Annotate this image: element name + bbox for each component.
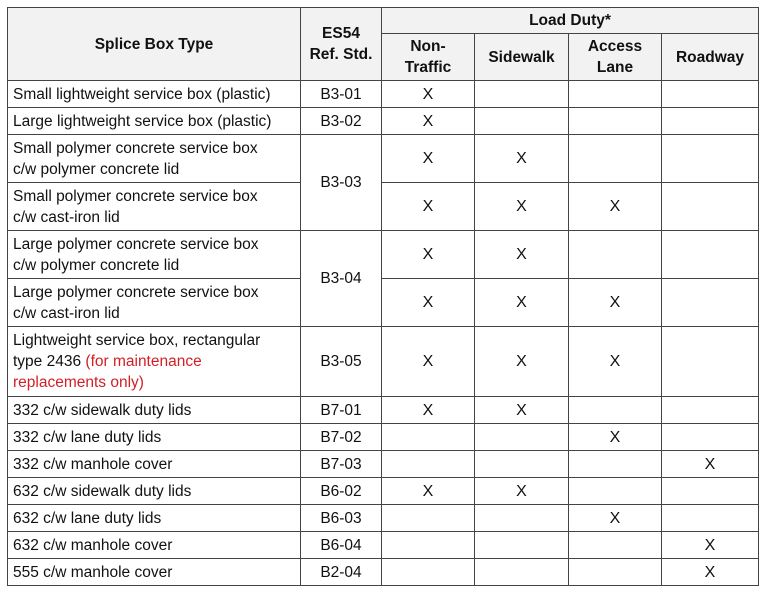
cell-non-traffic: X: [382, 397, 475, 424]
header-access-lane-line1: Access: [587, 38, 643, 55]
row-name-line1: Large polymer concrete service box: [13, 235, 259, 253]
table-row: [8, 327, 759, 397]
cell-access-lane: X: [569, 279, 662, 327]
row-ref: B3-04: [301, 231, 382, 327]
row-ref: B3-03: [301, 135, 382, 231]
cell-access-lane: X: [569, 183, 662, 231]
cell-access-lane: X: [569, 505, 662, 532]
table-row: [8, 231, 759, 279]
cell-non-traffic: X: [382, 327, 475, 397]
header-sidewalk: Sidewalk: [475, 34, 569, 81]
table-row: [8, 81, 759, 108]
cell-sidewalk: [475, 505, 569, 532]
cell-roadway: [662, 397, 759, 424]
cell-roadway: [662, 183, 759, 231]
table-row: [8, 559, 759, 586]
cell-non-traffic: [382, 451, 475, 478]
cell-sidewalk: [475, 424, 569, 451]
cell-sidewalk: X: [475, 279, 569, 327]
cell-sidewalk: X: [475, 478, 569, 505]
cell-access-lane: [569, 397, 662, 424]
cell-access-lane: [569, 108, 662, 135]
cell-roadway: [662, 135, 759, 183]
cell-roadway: X: [662, 532, 759, 559]
row-name-line1: Small polymer concrete service box: [13, 139, 258, 157]
cell-roadway: [662, 424, 759, 451]
splice-box-table: [7, 7, 759, 586]
cell-roadway: [662, 108, 759, 135]
table-row: [8, 135, 759, 183]
cell-sidewalk: X: [475, 397, 569, 424]
cell-sidewalk: X: [475, 327, 569, 397]
row-ref: B7-01: [301, 397, 382, 424]
row-name: 632 c/w lane duty lids: [8, 505, 301, 532]
row-name: 332 c/w lane duty lids: [8, 424, 301, 451]
row-ref: B3-01: [301, 81, 382, 108]
maintenance-note-line2: replacements only): [13, 374, 144, 391]
header-access-lane: [569, 34, 662, 81]
header-non-traffic: [382, 34, 475, 81]
table-row: [8, 183, 759, 231]
row-name: Small lightweight service box (plastic): [8, 81, 301, 108]
cell-access-lane: X: [569, 424, 662, 451]
cell-non-traffic: X: [382, 81, 475, 108]
row-ref: B2-04: [301, 559, 382, 586]
header-access-lane-line2: Lane: [596, 59, 634, 76]
cell-sidewalk: [475, 451, 569, 478]
header-roadway: Roadway: [662, 34, 759, 81]
row-name-line2: c/w cast-iron lid: [13, 208, 120, 226]
row-name: [8, 231, 301, 279]
header-ref-std-line2: Ref. Std.: [309, 46, 373, 63]
row-name: [8, 327, 301, 397]
row-name: 555 c/w manhole cover: [8, 559, 301, 586]
table-row: [8, 478, 759, 505]
cell-sidewalk: [475, 532, 569, 559]
cell-access-lane: [569, 451, 662, 478]
table-row: [8, 397, 759, 424]
row-name-line2: c/w cast-iron lid: [13, 304, 120, 322]
cell-roadway: [662, 478, 759, 505]
cell-non-traffic: X: [382, 108, 475, 135]
row-name: 332 c/w sidewalk duty lids: [8, 397, 301, 424]
row-ref: B6-03: [301, 505, 382, 532]
cell-sidewalk: [475, 108, 569, 135]
cell-access-lane: [569, 135, 662, 183]
table-row: [8, 451, 759, 478]
cell-roadway: [662, 231, 759, 279]
row-name-line2: c/w polymer concrete lid: [13, 256, 180, 274]
cell-access-lane: [569, 478, 662, 505]
row-ref: B3-05: [301, 327, 382, 397]
table-row: [8, 505, 759, 532]
row-ref: B7-02: [301, 424, 382, 451]
row-name-line2: type 2436: [13, 353, 82, 370]
cell-non-traffic: X: [382, 279, 475, 327]
row-name-line1: Large polymer concrete service box: [13, 283, 259, 301]
table-row: [8, 108, 759, 135]
row-ref: B6-02: [301, 478, 382, 505]
cell-non-traffic: X: [382, 183, 475, 231]
row-name: 632 c/w sidewalk duty lids: [8, 478, 301, 505]
row-name-line1: Small polymer concrete service box: [13, 187, 258, 205]
cell-non-traffic: X: [382, 135, 475, 183]
cell-non-traffic: [382, 532, 475, 559]
table-row: [8, 532, 759, 559]
cell-sidewalk: [475, 81, 569, 108]
header-ref-std: [301, 8, 382, 81]
row-ref: B3-02: [301, 108, 382, 135]
cell-roadway: [662, 505, 759, 532]
row-name-line2: c/w polymer concrete lid: [13, 160, 180, 178]
table-row: [8, 279, 759, 327]
cell-sidewalk: X: [475, 231, 569, 279]
header-ref-std-line1: ES54: [322, 25, 360, 42]
cell-sidewalk: X: [475, 183, 569, 231]
cell-roadway: [662, 279, 759, 327]
table-row: [8, 424, 759, 451]
header-non-traffic-line1: Non-: [410, 38, 446, 55]
cell-non-traffic: [382, 559, 475, 586]
row-ref: B6-04: [301, 532, 382, 559]
cell-non-traffic: [382, 424, 475, 451]
cell-access-lane: X: [569, 327, 662, 397]
cell-sidewalk: [475, 559, 569, 586]
row-name: [8, 279, 301, 327]
header-non-traffic-line2: Traffic: [404, 59, 452, 76]
row-name: [8, 183, 301, 231]
row-name: [8, 135, 301, 183]
cell-roadway: [662, 81, 759, 108]
header-splice-box-type: Splice Box Type: [8, 8, 301, 81]
row-name-line1: Lightweight service box, rectangular: [13, 332, 261, 349]
cell-sidewalk: X: [475, 135, 569, 183]
cell-roadway: X: [662, 451, 759, 478]
cell-access-lane: [569, 81, 662, 108]
row-name: 332 c/w manhole cover: [8, 451, 301, 478]
maintenance-note: (for maintenance: [85, 353, 202, 370]
row-name: 632 c/w manhole cover: [8, 532, 301, 559]
cell-non-traffic: [382, 505, 475, 532]
cell-non-traffic: X: [382, 231, 475, 279]
cell-roadway: [662, 327, 759, 397]
row-ref: B7-03: [301, 451, 382, 478]
header-load-duty: Load Duty*: [382, 8, 759, 34]
cell-access-lane: [569, 532, 662, 559]
cell-access-lane: [569, 559, 662, 586]
cell-non-traffic: X: [382, 478, 475, 505]
cell-roadway: X: [662, 559, 759, 586]
cell-access-lane: [569, 231, 662, 279]
row-name: Large lightweight service box (plastic): [8, 108, 301, 135]
